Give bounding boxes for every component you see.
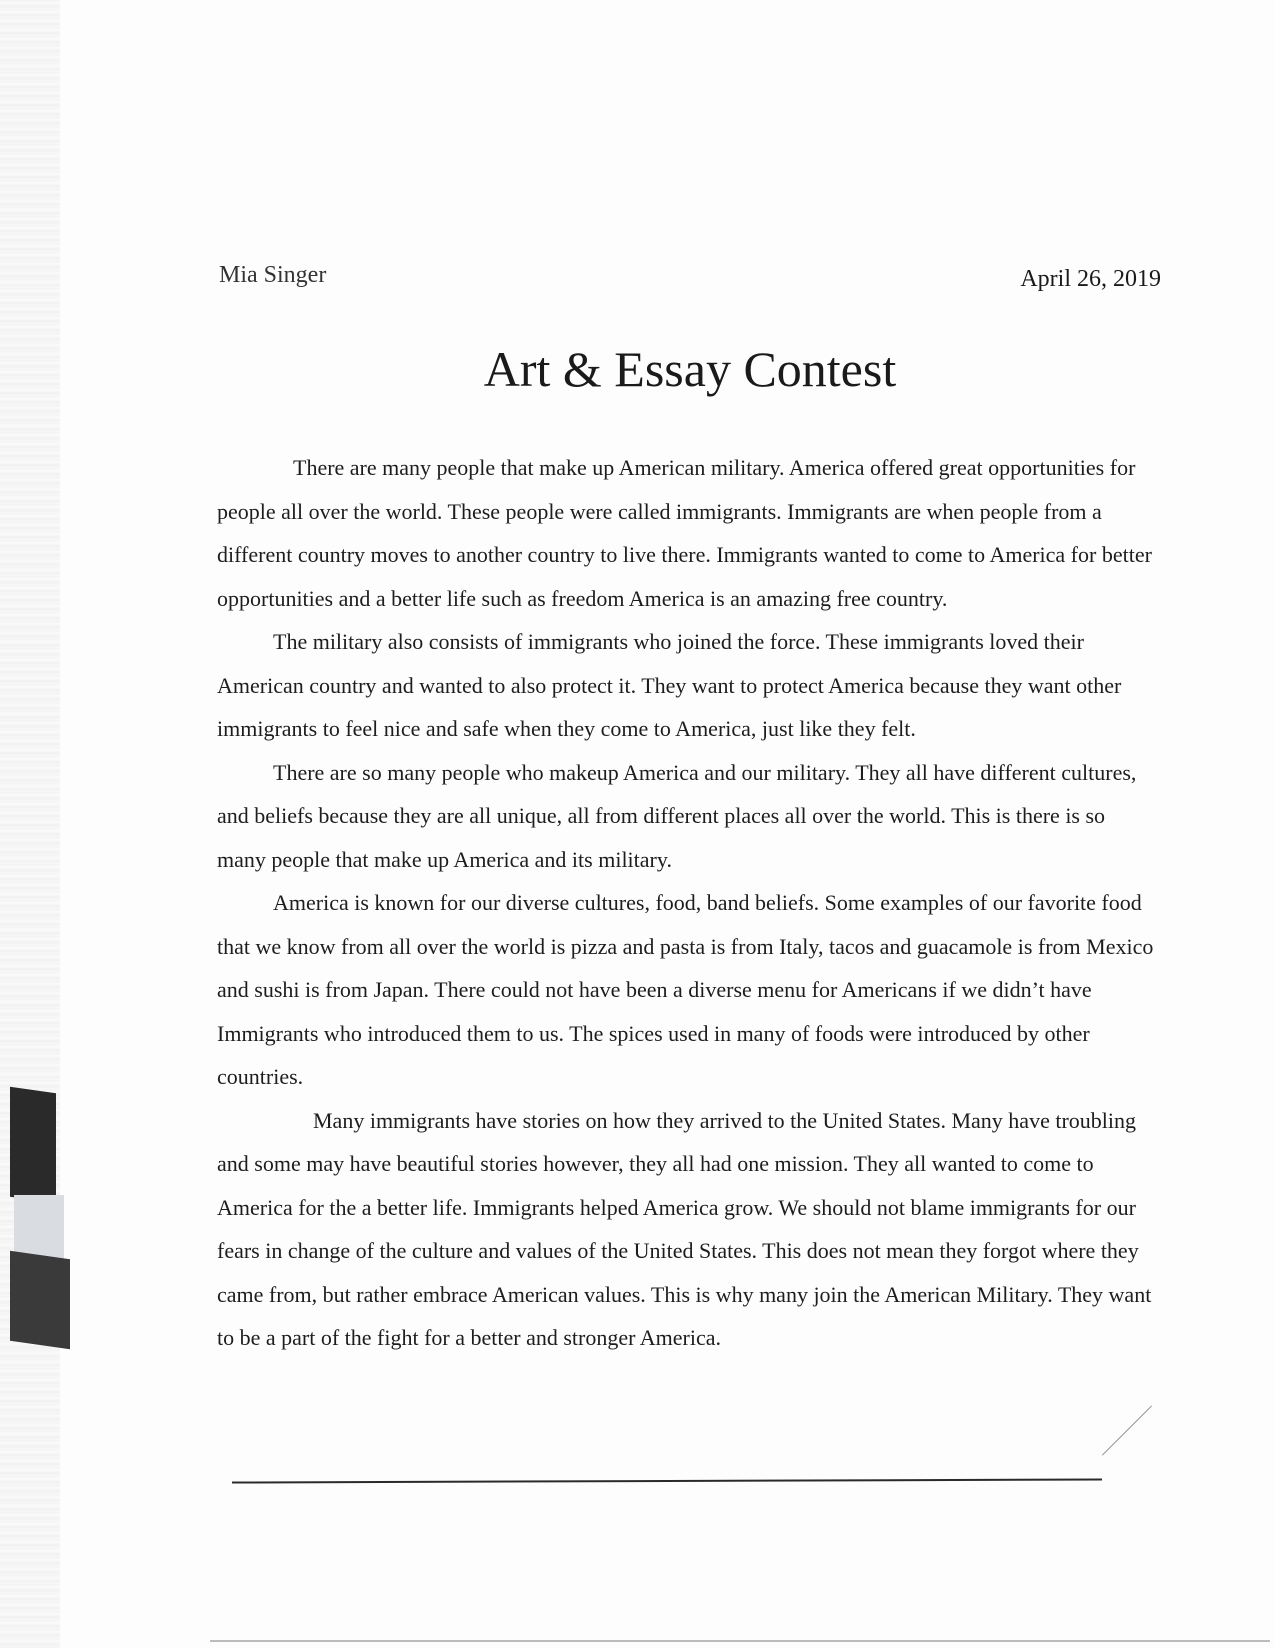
- scan-artifact-dark-top: [10, 1087, 56, 1203]
- author-name: Mia Singer: [219, 262, 327, 288]
- paper-cut-line: [232, 1478, 1102, 1483]
- paragraph-2: The military also consists of immigrants who joined the force. These immigrants loved their American country and wanted to also protect it. They want to protect America because they want other immigrants to feel nice and safe when they come to America, just like they felt.: [217, 629, 1122, 741]
- essay-date: April 26, 2019: [1020, 266, 1161, 292]
- paper-corner-edge: [1102, 1405, 1152, 1455]
- page-bottom-edge: [210, 1640, 1270, 1642]
- paragraph-3: There are so many people who makeup America and our military. They all have different cultures, and beliefs because they are all unique, all from different places all over the world. This is there is so many people that make up America and its military.: [217, 759, 1137, 872]
- essay-body: [217, 446, 1157, 1360]
- scan-artifact-dark-bottom: [10, 1251, 70, 1349]
- essay-title: Art & Essay Contest: [483, 341, 897, 397]
- paragraph-1: There are many people that make up American military. America offered great opportunities for people all over the world. These people were called immigrants. Immigrants are when people from a different country moves to another country to live there. Immigrants wanted to come to America for better opportunities and a better life such as freedom America is an amazing free country.: [217, 455, 1152, 611]
- scan-edge-noise: [0, 0, 60, 1648]
- paragraph-4: America is known for our diverse cultures, food, band beliefs. Some examples of our favorite food that we know from all over the world is pizza and pasta is from Italy, tacos and guacamole is from Mexico and sushi is from Japan. There could not have been a diverse menu for Americans if we didn’t have Immigrants who introduced them to us. The spices used in many of foods were introduced by other countries.: [217, 890, 1154, 1089]
- paragraph-5: Many immigrants have stories on how they arrived to the United States. Many have troubling and some may have beautiful stories however, they all had one mission. They all wanted to come to America for the a better life. Immigrants helped America grow. We should not blame immigrants for our fears in change of the culture and values of the United States. This does not mean they forgot where they came from, but rather embrace American values. This is why many join the American Military. They want to be a part of the fight for a better and stronger America.: [217, 1107, 1152, 1350]
